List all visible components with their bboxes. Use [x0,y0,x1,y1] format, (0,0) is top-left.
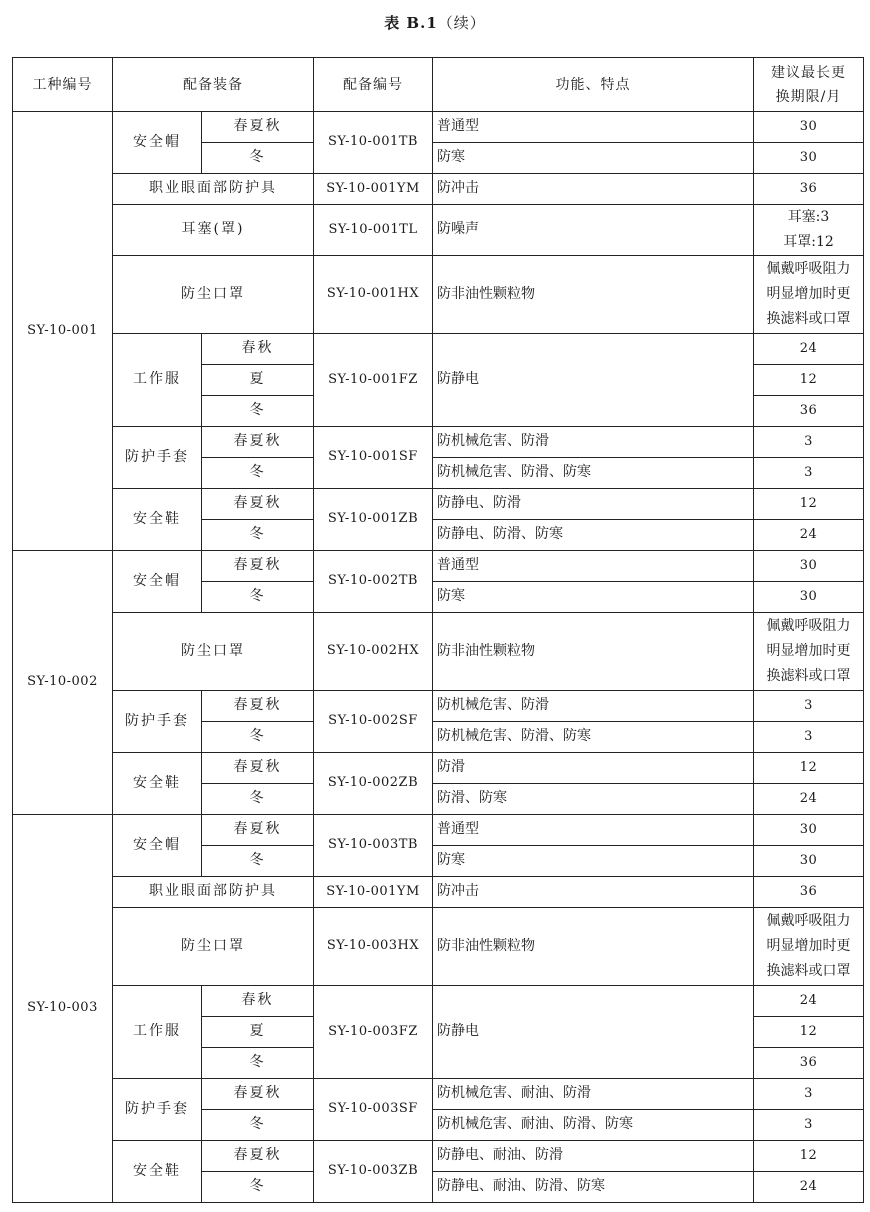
feature-cell: 防机械危害、耐油、防滑、防寒 [433,1110,754,1141]
replacement-period-cell [754,143,864,174]
equipment-cell: 防护手套 [113,1079,202,1141]
replacement-period-cell [754,846,864,877]
feature-cell: 普通型 [433,815,754,846]
equipment-cell: 工作服 [113,986,202,1079]
feature-cell: 防冲击 [433,174,754,205]
replacement-period-text: 36 [799,402,818,418]
replacement-period-text: 3 [804,697,813,713]
replacement-period-text: 3 [804,464,813,480]
equipment-cell: 防护手套 [113,427,202,489]
replacement-period-text: 换滤料或口罩 [766,963,851,979]
header-feature: 功能、特点 [433,58,754,112]
feature-cell: 防静电、耐油、防滑 [433,1141,754,1172]
replacement-period-cell [754,174,864,205]
equipment-cell: 安全帽 [113,112,202,174]
season-cell: 冬 [202,846,314,877]
table-row [13,691,864,722]
equipment-code-cell: SY-10-001TB [314,112,433,174]
equipment-code-cell: SY-10-001TL [314,205,433,256]
replacement-period-cell [754,877,864,908]
equipment-cell: 耳塞(罩) [113,205,314,256]
feature-cell: 防机械危害、耐油、防滑 [433,1079,754,1110]
season-cell: 春夏秋 [202,753,314,784]
season-cell: 春夏秋 [202,1079,314,1110]
replacement-period-cell [754,908,864,986]
table-row [13,427,864,458]
replacement-period-cell [754,1172,864,1203]
table-continued: （续） [437,14,486,32]
feature-cell: 防机械危害、防滑 [433,427,754,458]
replacement-period-cell [754,1079,864,1110]
equipment-table [12,57,864,1203]
equipment-cell: 安全帽 [113,815,202,877]
replacement-period-cell [754,1017,864,1048]
replacement-period-text: 30 [799,557,818,573]
equipment-code-cell: SY-10-001YM [314,174,433,205]
replacement-period-cell [754,1048,864,1079]
equipment-code-cell: SY-10-003HX [314,908,433,986]
table-row [13,986,864,1017]
replacement-period-cell [754,753,864,784]
season-cell: 春夏秋 [202,1141,314,1172]
replacement-period-text: 36 [799,1054,818,1070]
replacement-period-cell [754,427,864,458]
replacement-period-text: 耳罩:12 [783,234,834,250]
equipment-code-cell: SY-10-001HX [314,256,433,334]
replacement-period-text: 12 [799,495,818,511]
equipment-code-cell: SY-10-001YM [314,877,433,908]
feature-cell: 防静电 [433,334,754,427]
replacement-period-text: 3 [804,728,813,744]
season-cell: 春夏秋 [202,489,314,520]
season-cell: 冬 [202,722,314,753]
equipment-cell: 防尘口罩 [113,256,314,334]
table-row [13,815,864,846]
season-cell: 春夏秋 [202,112,314,143]
equipment-cell: 安全鞋 [113,753,202,815]
season-cell: 冬 [202,143,314,174]
replacement-period-text: 耳塞:3 [787,209,830,225]
replacement-period-text: 明显增加时更 [766,643,851,659]
replacement-period-text: 佩戴呼吸阻力 [766,618,851,634]
equipment-code-cell: SY-10-002TB [314,551,433,613]
season-cell: 冬 [202,582,314,613]
replacement-period-text: 佩戴呼吸阻力 [766,913,851,929]
header-life-line1: 建议最长更 [771,64,846,81]
feature-cell: 防静电、防滑 [433,489,754,520]
replacement-period-cell [754,986,864,1017]
season-cell: 春秋 [202,334,314,365]
equipment-code-cell: SY-10-003ZB [314,1141,433,1203]
replacement-period-text: 30 [799,852,818,868]
header-equip: 配备装备 [113,58,314,112]
replacement-period-text: 24 [799,526,818,542]
season-cell: 冬 [202,520,314,551]
replacement-period-cell [754,489,864,520]
equipment-cell: 职业眼面部防护具 [113,174,314,205]
table-row [13,1079,864,1110]
table-row [13,877,864,908]
feature-cell: 防滑、防寒 [433,784,754,815]
worker-code-cell: SY-10-003 [13,815,113,1203]
table-row [13,112,864,143]
equipment-code-cell: SY-10-002ZB [314,753,433,815]
table-row [13,205,864,256]
season-cell: 冬 [202,784,314,815]
replacement-period-text: 12 [799,759,818,775]
equipment-cell: 职业眼面部防护具 [113,877,314,908]
season-cell: 春夏秋 [202,815,314,846]
equipment-code-cell: SY-10-003SF [314,1079,433,1141]
feature-cell: 防滑 [433,753,754,784]
table-row [13,551,864,582]
equipment-code-cell: SY-10-003TB [314,815,433,877]
replacement-period-cell [754,112,864,143]
replacement-period-cell [754,815,864,846]
replacement-period-cell [754,551,864,582]
replacement-period-cell [754,205,864,256]
replacement-period-text: 12 [799,371,818,387]
equipment-cell: 安全鞋 [113,1141,202,1203]
feature-cell: 防静电、耐油、防滑、防寒 [433,1172,754,1203]
season-cell: 冬 [202,458,314,489]
feature-cell: 防非油性颗粒物 [433,613,754,691]
replacement-period-cell [754,1110,864,1141]
season-cell: 冬 [202,1048,314,1079]
equipment-cell: 工作服 [113,334,202,427]
table-title: 表 B.1 [384,14,438,32]
replacement-period-cell [754,582,864,613]
equipment-cell: 防尘口罩 [113,613,314,691]
equipment-code-cell: SY-10-003FZ [314,986,433,1079]
table-row [13,334,864,365]
replacement-period-text: 30 [799,149,818,165]
table-row [13,908,864,986]
equipment-cell: 安全帽 [113,551,202,613]
replacement-period-text: 30 [799,588,818,604]
equipment-cell: 防护手套 [113,691,202,753]
worker-code-cell: SY-10-001 [13,112,113,551]
replacement-period-cell [754,1141,864,1172]
header-worker: 工种编号 [13,58,113,112]
header-life [754,58,864,112]
replacement-period-text: 30 [799,118,818,134]
replacement-period-text: 24 [799,790,818,806]
equipment-code-cell: SY-10-001FZ [314,334,433,427]
season-cell: 春夏秋 [202,691,314,722]
replacement-period-text: 24 [799,340,818,356]
feature-cell: 普通型 [433,112,754,143]
replacement-period-text: 30 [799,821,818,837]
feature-cell: 防寒 [433,582,754,613]
equipment-code-cell: SY-10-001ZB [314,489,433,551]
table-body [13,112,864,1203]
replacement-period-cell [754,396,864,427]
replacement-period-text: 12 [799,1147,818,1163]
header-life-line2: 换期限/月 [775,88,842,105]
equipment-cell: 防尘口罩 [113,908,314,986]
replacement-period-cell [754,691,864,722]
feature-cell: 防冲击 [433,877,754,908]
season-cell: 冬 [202,1110,314,1141]
table-row [13,174,864,205]
replacement-period-cell [754,613,864,691]
replacement-period-cell [754,334,864,365]
worker-code-cell: SY-10-002 [13,551,113,815]
season-cell: 春夏秋 [202,551,314,582]
replacement-period-text: 佩戴呼吸阻力 [766,261,851,277]
feature-cell: 防机械危害、防滑、防寒 [433,722,754,753]
replacement-period-cell [754,458,864,489]
feature-cell: 防寒 [433,846,754,877]
replacement-period-text: 24 [799,1178,818,1194]
replacement-period-text: 36 [799,883,818,899]
feature-cell: 防机械危害、防滑 [433,691,754,722]
feature-cell: 普通型 [433,551,754,582]
feature-cell: 防非油性颗粒物 [433,908,754,986]
table-caption [0,12,870,33]
replacement-period-text: 3 [804,1085,813,1101]
table-row [13,613,864,691]
replacement-period-text: 3 [804,433,813,449]
feature-cell: 防机械危害、防滑、防寒 [433,458,754,489]
equipment-cell: 安全鞋 [113,489,202,551]
replacement-period-text: 换滤料或口罩 [766,668,851,684]
replacement-period-cell [754,365,864,396]
replacement-period-text: 12 [799,1023,818,1039]
replacement-period-text: 换滤料或口罩 [766,311,851,327]
replacement-period-text: 3 [804,1116,813,1132]
equipment-code-cell: SY-10-001SF [314,427,433,489]
feature-cell: 防静电 [433,986,754,1079]
table-row [13,256,864,334]
season-cell: 冬 [202,1172,314,1203]
replacement-period-text: 24 [799,992,818,1008]
season-cell: 春夏秋 [202,427,314,458]
feature-cell: 防非油性颗粒物 [433,256,754,334]
table-row [13,753,864,784]
equipment-code-cell: SY-10-002HX [314,613,433,691]
header-row [13,58,864,112]
table-row [13,489,864,520]
equipment-code-cell: SY-10-002SF [314,691,433,753]
replacement-period-text: 36 [799,180,818,196]
header-code: 配备编号 [314,58,433,112]
replacement-period-text: 明显增加时更 [766,938,851,954]
feature-cell: 防寒 [433,143,754,174]
replacement-period-cell [754,520,864,551]
feature-cell: 防噪声 [433,205,754,256]
replacement-period-cell [754,722,864,753]
replacement-period-cell [754,256,864,334]
replacement-period-cell [754,784,864,815]
feature-cell: 防静电、防滑、防寒 [433,520,754,551]
replacement-period-text: 明显增加时更 [766,286,851,302]
season-cell: 春秋 [202,986,314,1017]
season-cell: 夏 [202,365,314,396]
season-cell: 夏 [202,1017,314,1048]
table-row [13,1141,864,1172]
season-cell: 冬 [202,396,314,427]
